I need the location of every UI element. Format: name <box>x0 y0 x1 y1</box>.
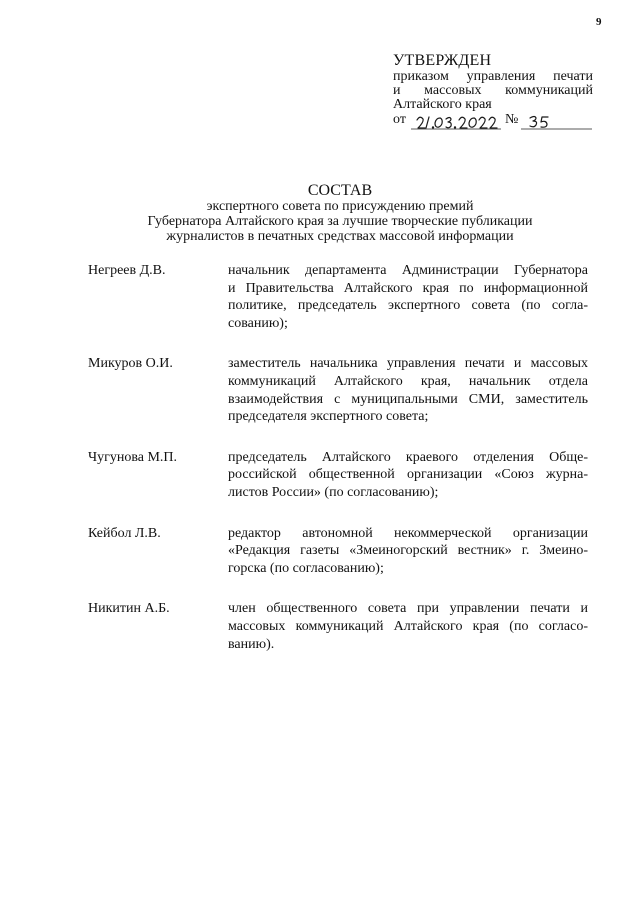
subtitle-line: журналистов в печатных средствах массовой информации <box>166 229 514 244</box>
member-name: Микуров О.И. <box>88 356 173 372</box>
member-name: Негреев Д.В. <box>88 263 166 278</box>
member-name: Кейбол Л.В. <box>88 525 161 541</box>
role-line: председатель Алтайского краевого отделения Обще- <box>228 449 588 465</box>
role-line: горска (по согласованию); <box>228 560 384 576</box>
page-number: 9 <box>596 16 602 28</box>
document-subtitle <box>100 199 580 244</box>
approval-block <box>393 52 593 130</box>
member-role <box>228 525 588 578</box>
approval-date-line <box>393 112 593 130</box>
role-line: заместитель начальника управления печати и массовых <box>228 356 588 372</box>
member-role <box>228 262 588 332</box>
role-line: коммуникаций Алтайского края, начальник отдела <box>228 373 588 389</box>
role-line: член общественного совета при управлении печати и <box>228 601 588 617</box>
role-line: массовых коммуникаций Алтайского края (по согласо- <box>228 618 588 634</box>
member-entry <box>88 262 588 332</box>
number-prefix: № <box>505 112 519 127</box>
approval-line: и массовых коммуникаций <box>393 83 593 98</box>
role-line: «Редакция газеты «Змеиногорский вестник» г. Змеино- <box>228 543 588 559</box>
handwritten-date-and-number <box>393 112 593 132</box>
member-role <box>228 449 588 502</box>
role-line: редактор автономной некоммерческой организации <box>228 525 588 541</box>
member-entry <box>88 600 588 653</box>
role-line: листов России» (по согласованию); <box>228 484 439 500</box>
member-entry <box>88 355 588 425</box>
members-list <box>88 262 588 676</box>
role-line: взаимодействия с муниципальными СМИ, заместитель <box>228 391 588 407</box>
role-line: председателя экспертного совета; <box>228 409 429 425</box>
member-entry <box>88 525 588 578</box>
approval-title: УТВЕРЖДЕН <box>393 52 492 69</box>
role-line: сованию); <box>228 315 288 331</box>
member-role <box>228 355 588 425</box>
role-line: ванию). <box>228 636 275 652</box>
document-title: СОСТАВ <box>307 182 373 199</box>
member-name: Никитин А.Б. <box>88 601 170 617</box>
subtitle-line: Губернатора Алтайского края за лучшие творческие публикации <box>147 214 533 229</box>
member-role <box>228 600 588 653</box>
role-line: российской общественной организации «Союз журна- <box>228 467 588 483</box>
date-prefix: от <box>393 112 406 127</box>
role-line: и Правительства Алтайского края по информационной <box>228 280 588 296</box>
approval-line: приказом управления печати <box>393 69 593 84</box>
subtitle-line: экспертного совета по присуждению премий <box>206 199 474 214</box>
member-entry <box>88 449 588 502</box>
approval-line: Алтайского края <box>393 97 492 112</box>
role-line: начальник департамента Администрации Губернатора <box>228 263 588 278</box>
member-name: Чугунова М.П. <box>88 449 178 465</box>
role-line: политике, председатель экспертного совета (по согла- <box>228 298 588 314</box>
